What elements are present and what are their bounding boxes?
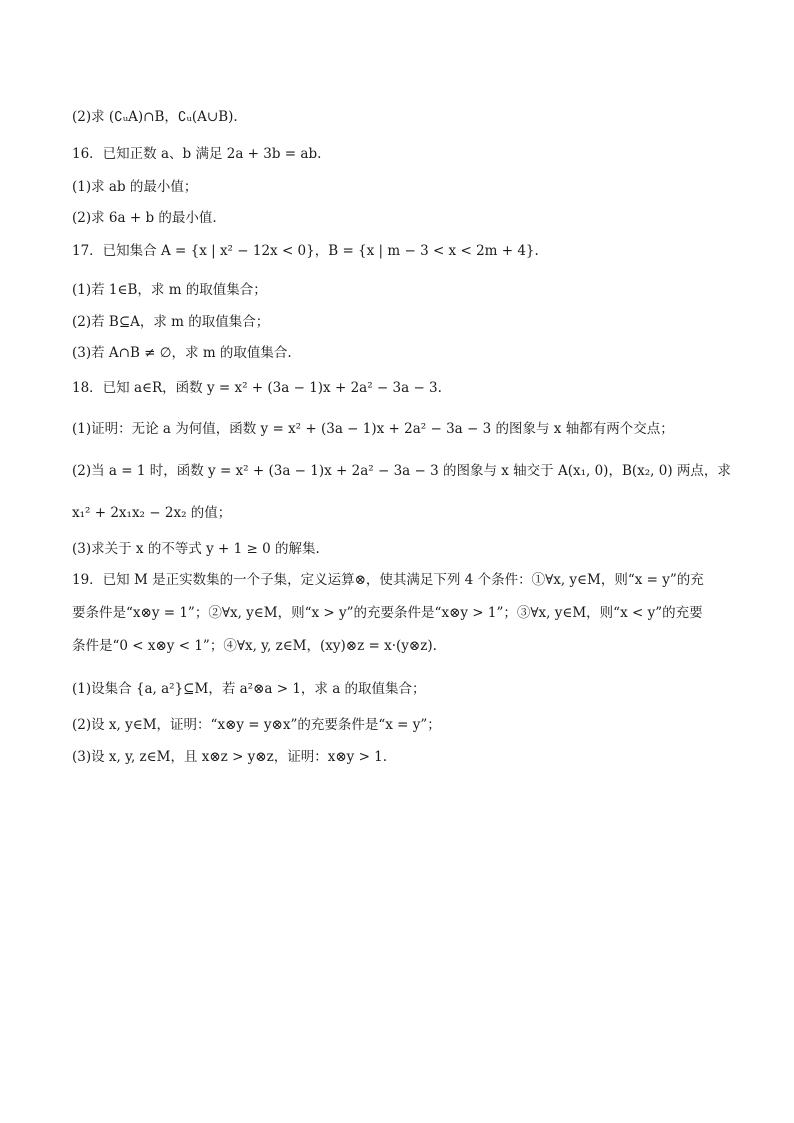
q17-stem: 17．已知集合 A = {x | x² − 12x < 0}，B = {x | m − 3 < x < 2m + 4}. [72,243,539,259]
q18-part2: (2)当 a = 1 时，函数 y = x² + (3a − 1)x + 2a² − 3a − 3 的图象与 x 轴交于 A(x₁, 0)，B(x₂, 0) 两点，求 [72,463,731,479]
q15-part2: (2)求 (∁ᵤA)∩B，∁ᵤ(A∪B). [72,109,238,125]
q19-stem-line3: 条件是“0 < x⊗y < 1”；④∀x, y, z∈M，(xy)⊗z = x·(y⊗z). [72,638,437,654]
q17-part3: (3)若 A∩B ≠ ∅，求 m 的取值集合. [72,345,292,361]
q17-part1: (1)若 1∈B，求 m 的取值集合； [72,282,267,298]
q16-stem: 16．已知正数 a、b 满足 2a + 3b = ab. [72,146,322,162]
q18-part2-cont: x₁² + 2x₁x₂ − 2x₂ 的值； [72,505,232,521]
q18-part1: (1)证明：无论 a 为何值，函数 y = x² + (3a − 1)x + 2a² − 3a − 3 的图象与 x 轴都有两个交点； [72,421,674,437]
q19-part3: (3)设 x, y, z∈M，且 x⊗z > y⊗z，证明：x⊗y > 1. [72,749,388,765]
q19-stem-line2: 要条件是“x⊗y = 1”；②∀x, y∈M，则“x > y”的充要条件是“x⊗y > 1”；③∀x, y∈M，则“x < y”的充要 [72,605,703,621]
q17-part2: (2)若 B⊆A，求 m 的取值集合； [72,314,270,330]
q19-part2: (2)设 x, y∈M，证明：“x⊗y = y⊗x”的充要条件是“x = y”； [72,717,441,733]
q18-part3: (3)求关于 x 的不等式 y + 1 ≥ 0 的解集. [72,541,320,557]
q16-part1: (1)求 ab 的最小值； [72,179,198,195]
q19-part1: (1)设集合 {a, a²}⊆M，若 a²⊗a > 1，求 a 的取值集合； [72,681,426,697]
q16-part2: (2)求 6a + b 的最小值. [72,210,217,226]
q18-stem: 18．已知 a∈R，函数 y = x² + (3a − 1)x + 2a² − 3a − 3. [72,380,442,396]
q19-stem-line1: 19．已知 M 是正实数集的一个子集，定义运算⊗，使其满足下列 4 个条件：①∀x, y∈M，则“x = y”的充 [72,572,704,588]
